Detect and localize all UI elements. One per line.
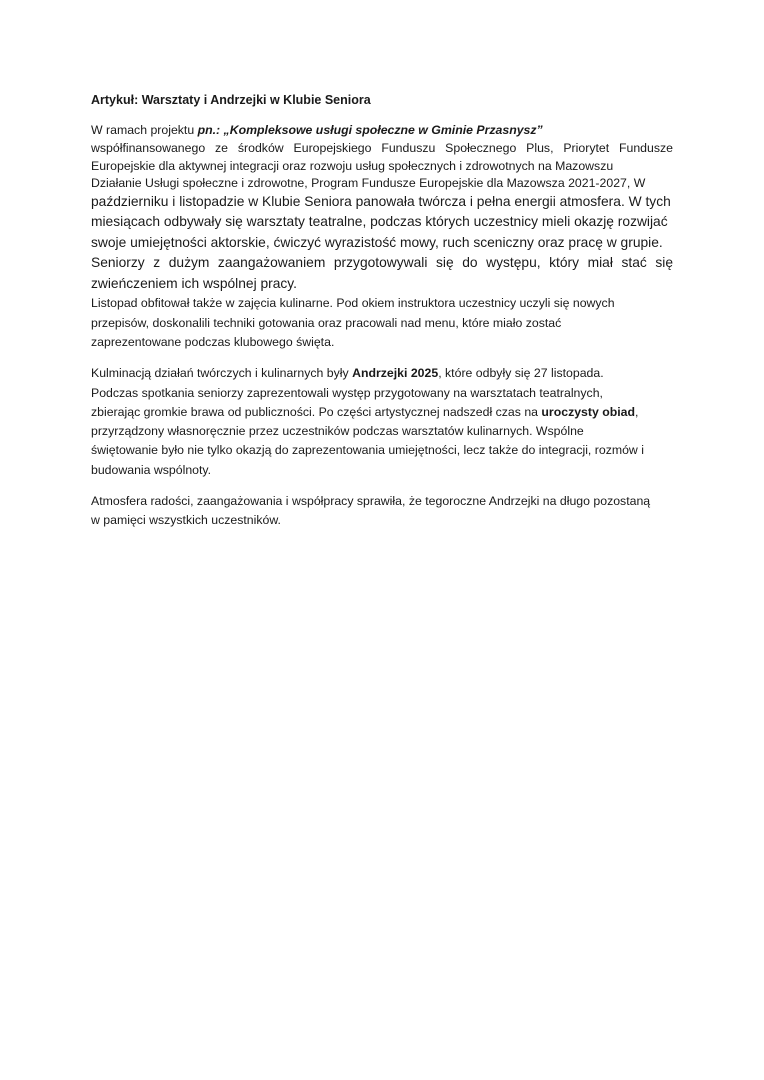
andrzejki-line-3-text-b: ,: [635, 404, 639, 419]
andrzejki-line-4: przyrządzony własnoręcznie przez uczestników podczas warsztatów kulinarnych. Wspólne: [91, 424, 584, 439]
andrzejki-line-6: budowania wspólnoty.: [91, 462, 212, 477]
andrzejki-line-3: [91, 403, 673, 422]
article-body: [91, 92, 673, 531]
intro-line-1: [91, 121, 673, 140]
andrzejki-line-3-text-a: zbierając gromkie brawa od publiczności. Po części artystycznej nadszedł czas na: [91, 404, 542, 419]
paragraph-spacer: [91, 352, 673, 364]
intro-line-8: Seniorzy z dużym zaangażowaniem przygotowywali się do występu, który miał stać się: [91, 255, 673, 271]
intro-line-6: miesiącach odbywały się warsztaty teatralne, podczas których uczestnicy mieli okazję rozwijać: [91, 214, 668, 230]
intro-line-3: Europejskie dla aktywnej integracji oraz rozwoju usług społecznych i zdrowotnych na Mazowszu: [91, 158, 614, 173]
closing-line-2: w pamięci wszystkich uczestników.: [91, 513, 281, 528]
andrzejki-line-1-text-b: , które odbyły się 27 listopada.: [438, 366, 604, 381]
intro-line-9: zwieńczeniem ich wspólnej pracy.: [91, 275, 298, 291]
intro-lead: W ramach projektu: [91, 123, 198, 137]
closing-line-1: Atmosfera radości, zaangażowania i współpracy sprawiła, że tegoroczne Andrzejki na długo pozostaną: [91, 494, 651, 509]
andrzejki-line-2: Podczas spotkania seniorzy zaprezentowali występ przygotowany na warsztatach teatralnych,: [91, 385, 603, 400]
event-name: Andrzejki 2025: [352, 366, 439, 381]
paragraph-closing: [91, 492, 673, 531]
intro-line-12: zaprezentowane podczas klubowego święta.: [91, 335, 335, 349]
andrzejki-line-5: świętowanie było nie tylko okazją do zaprezentowania umiejętności, lecz także do integracji, rozmów i: [91, 443, 644, 458]
intro-line-7: swoje umiejętności aktorskie, ćwiczyć wyrazistość mowy, ruch sceniczny oraz pracę w grupie.: [91, 234, 663, 250]
dinner-highlight: uroczysty obiad: [541, 404, 636, 419]
intro-line-10: Listopad obfitował także w zajęcia kulinarne. Pod okiem instruktora uczestnicy uczyli się nowych: [91, 296, 615, 311]
paragraph-intro: [91, 121, 673, 352]
intro-line-4: Działanie Usługi społeczne i zdrowotne, Program Fundusze Europejskie dla Mazowsza 2021-2027, W: [91, 175, 646, 190]
paragraph-spacer: [91, 480, 673, 492]
paragraph-andrzejki: [91, 364, 673, 480]
project-name: pn.: „Kompleksowe usługi społeczne w Gminie Przasnysz”: [197, 123, 543, 137]
article-title: Artykuł: Warsztaty i Andrzejki w Klubie Seniora: [91, 93, 371, 107]
intro-line-5: październiku i listopadzie w Klubie Seniora panowała twórcza i pełna energii atmosfera. W tych: [91, 193, 671, 209]
andrzejki-line-1-text-a: Kulminacją działań twórczych i kulinarnych były: [91, 366, 353, 381]
intro-line-11: przepisów, doskonalili techniki gotowania oraz pracowali nad menu, które miało zostać: [91, 315, 562, 330]
andrzejki-line-1: [91, 364, 673, 383]
intro-line-2: współfinansowanego ze środków Europejskiego Funduszu Społecznego Plus, Priorytet Fundusze: [91, 141, 673, 156]
